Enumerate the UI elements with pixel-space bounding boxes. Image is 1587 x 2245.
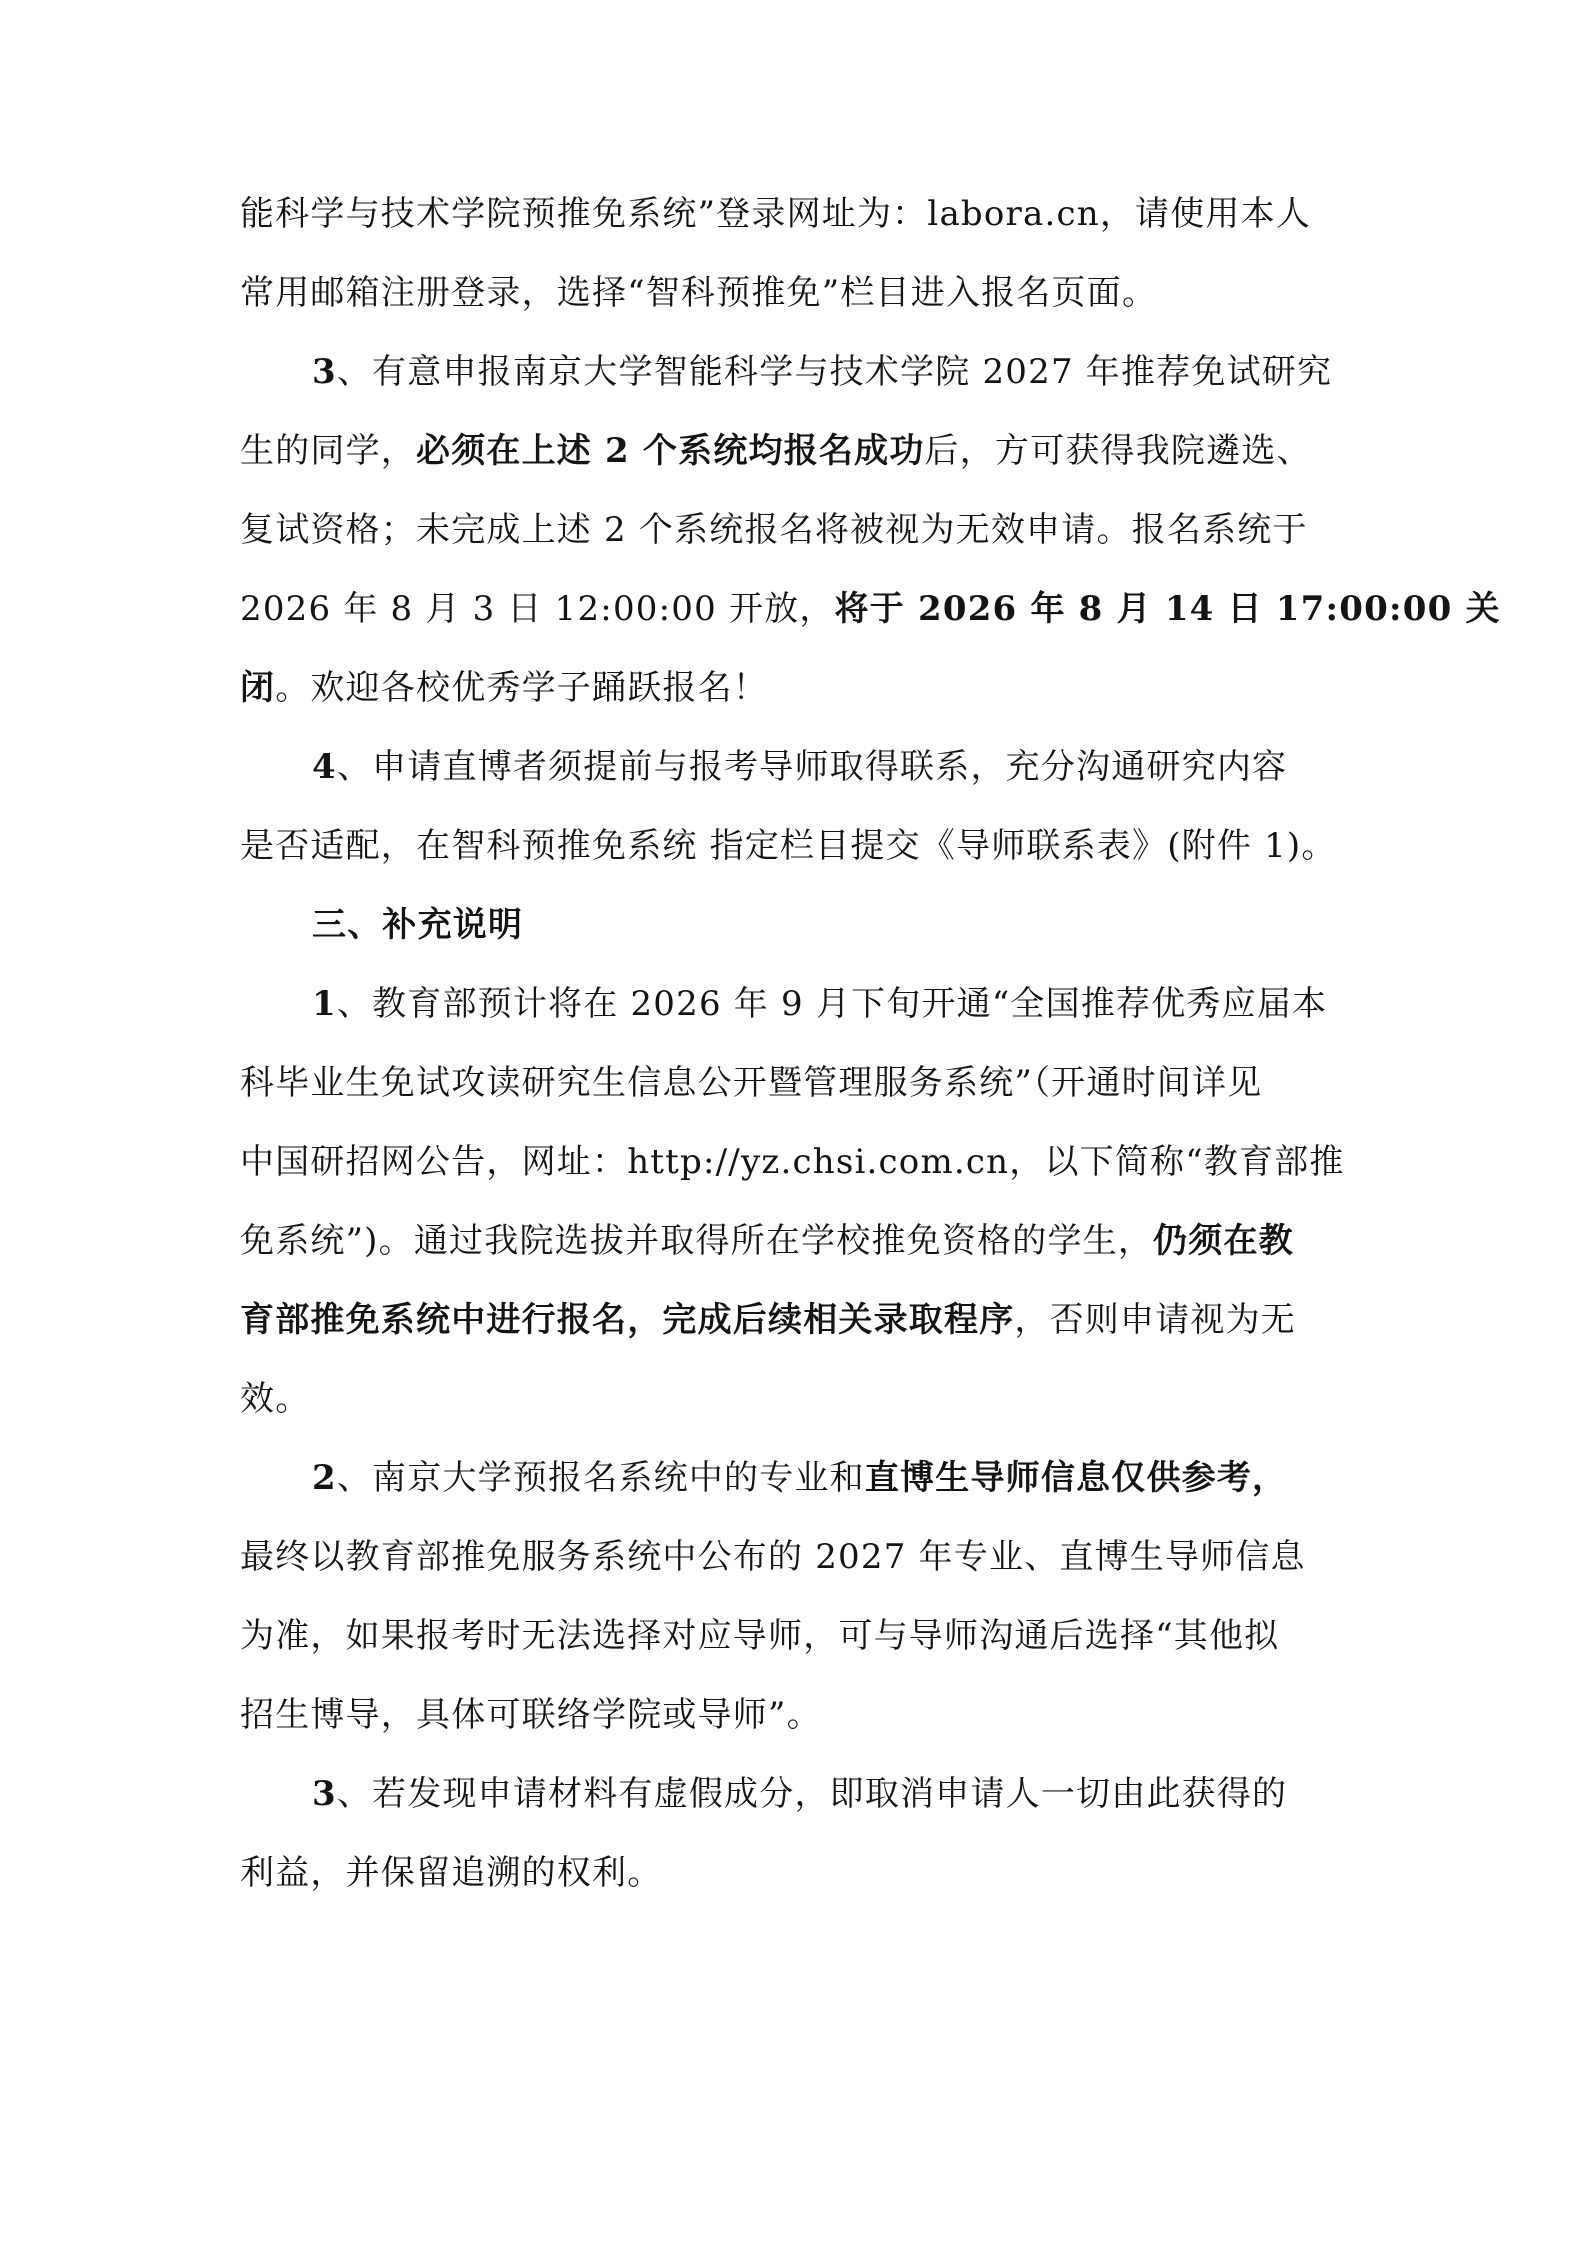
bold-text-segment: 3 [312, 352, 337, 392]
text-segment: 、南京大学预报名系统中的专业和 [336, 1458, 865, 1498]
bold-text-segment: 三、补充说明 [312, 905, 524, 945]
text-segment: 最终以教育部推免服务系统中公布的 2027 年专业、直博生导师信息 [240, 1537, 1306, 1577]
text-segment: 、教育部预计将在 2026 年 9 月下旬开通“全国推荐优秀应届本 [336, 984, 1328, 1024]
text-line [240, 1281, 1350, 1360]
text-segment: 2026 年 8 月 3 日 12:00:00 开放， [240, 589, 835, 629]
text-line [240, 333, 1350, 412]
text-segment: 后，方可获得我院遴选、 [924, 431, 1312, 471]
text-segment: 生的同学， [240, 431, 416, 471]
text-line [240, 1676, 1350, 1755]
text-line [240, 254, 1350, 333]
text-line [240, 175, 1350, 254]
bold-text-segment: 必须在上述 2 个系统均报名成功 [416, 431, 925, 471]
text-segment: 复试资格；未完成上述 2 个系统报名将被视为无效申请。报名系统于 [240, 510, 1308, 550]
bold-text-segment: 3 [312, 1774, 337, 1814]
text-segment: 能科学与技术学院预推免系统”登录网址为：labora.cn，请使用本人 [240, 194, 1312, 234]
bold-text-segment: 将于 2026 年 8 月 14 日 17:00:00 关 [834, 589, 1501, 629]
bold-text-segment: 仍须在教 [1153, 1221, 1294, 1261]
bold-text-segment: 1 [312, 984, 337, 1024]
text-segment: 是否适配，在智科预推免系统 指定栏目提交《导师联系表》(附件 1)。 [240, 826, 1337, 866]
text-line [240, 1044, 1350, 1123]
text-line [240, 728, 1350, 807]
text-segment: 免系统”)。通过我院选拔并取得所在学校推免资格的学生， [240, 1221, 1154, 1261]
text-segment: 利益，并保留追溯的权利。 [240, 1853, 663, 1893]
text-line [240, 412, 1350, 491]
text-line [240, 1755, 1350, 1834]
text-line [240, 1834, 1350, 1913]
text-line [240, 965, 1350, 1044]
text-segment: 招生博导，具体可联络学院或导师”。 [240, 1695, 822, 1735]
text-line [240, 1360, 1350, 1439]
text-segment: 为准，如果报考时无法选择对应导师，可与导师沟通后选择“其他拟 [240, 1616, 1280, 1656]
text-segment: 、若发现申请材料有虚假成分，即取消申请人一切由此获得的 [336, 1774, 1288, 1814]
text-line [240, 886, 1350, 965]
text-line [240, 491, 1350, 570]
document-body [240, 175, 1501, 1913]
text-segment: 常用邮箱注册登录，选择“智科预推免”栏目进入报名页面。 [240, 273, 1158, 313]
text-line [240, 1439, 1350, 1518]
text-segment: 科毕业生免试攻读研究生信息公开暨管理服务系统”（开通时间详见 [240, 1063, 1263, 1103]
text-segment: 中国研招网公告，网址：http://yz.chsi.com.cn，以下简称“教育部推 [240, 1142, 1345, 1182]
text-line [240, 1597, 1350, 1676]
bold-text-segment: 育部推免系统中进行报名，完成后续相关录取程序 [240, 1300, 1015, 1340]
text-line [240, 570, 1501, 649]
text-segment: 效。 [240, 1379, 311, 1419]
text-segment: 、申请直博者须提前与报考导师取得联系，充分沟通研究内容 [336, 747, 1288, 787]
text-segment: 。欢迎各校优秀学子踊跃报名！ [275, 668, 769, 708]
bold-text-segment: 4 [312, 747, 337, 787]
text-line [240, 1202, 1350, 1281]
text-line [240, 1518, 1350, 1597]
text-segment: ，否则申请视为无 [1014, 1300, 1297, 1340]
bold-text-segment: 直博生导师信息仅供参考， [864, 1458, 1288, 1498]
bold-text-segment: 闭 [240, 668, 276, 708]
bold-text-segment: 2 [312, 1458, 337, 1498]
text-line [240, 1123, 1350, 1202]
text-segment: 、有意申报南京大学智能科学与技术学院 2027 年推荐免试研究 [336, 352, 1333, 392]
text-line [240, 807, 1350, 886]
text-line [240, 649, 1350, 728]
